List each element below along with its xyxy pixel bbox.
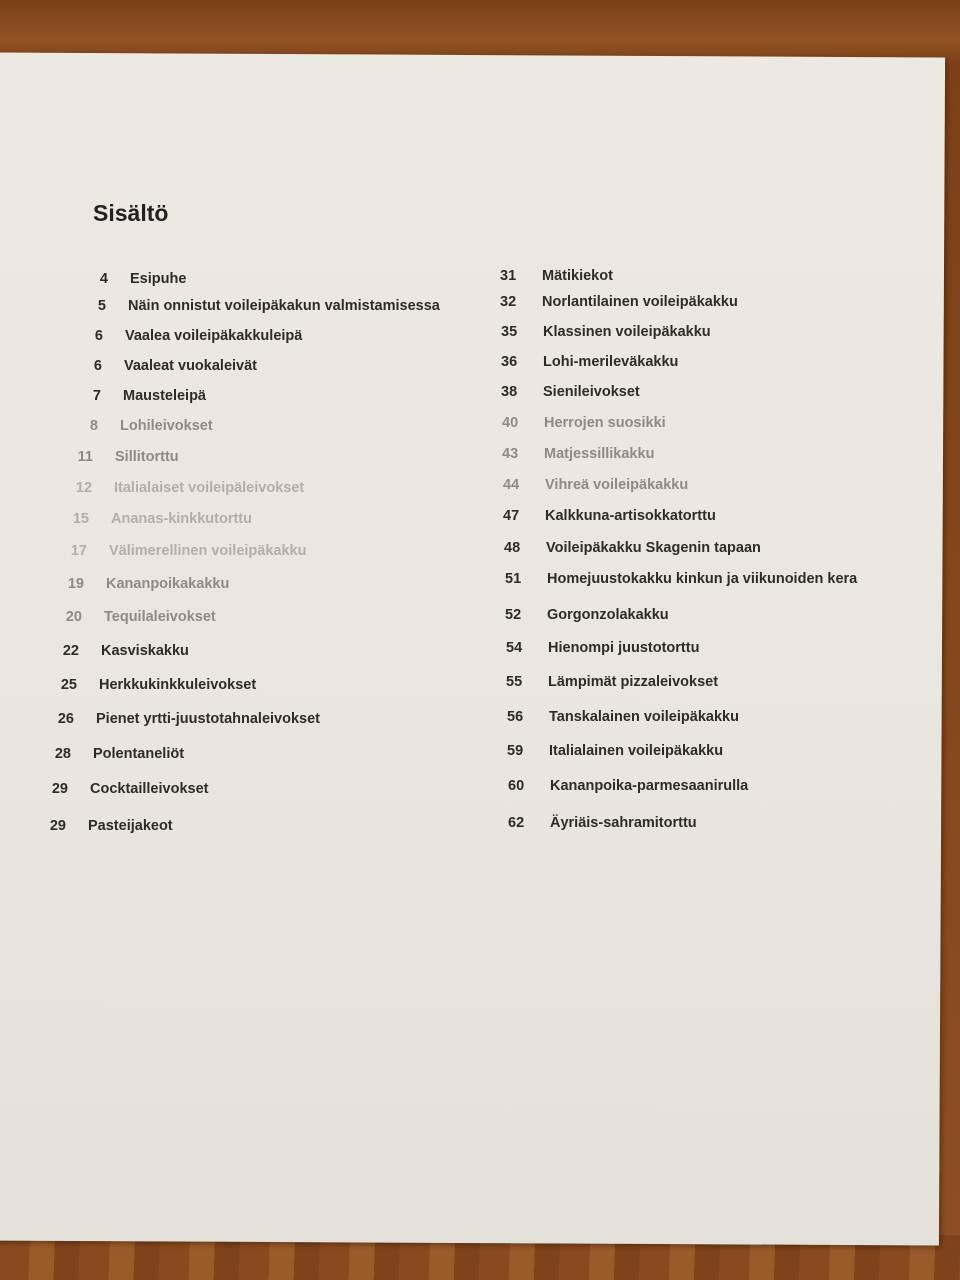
entry-title: Äyriäis-sahramitorttu bbox=[550, 815, 697, 831]
page-number: 60 bbox=[508, 778, 525, 794]
entry-title: Pienet yrtti-juustotahnaleivokset bbox=[96, 711, 320, 727]
page-number: 31 bbox=[500, 268, 517, 284]
page-number: 5 bbox=[97, 298, 106, 314]
page-number: 22 bbox=[62, 643, 79, 659]
toc-entry bbox=[507, 742, 723, 760]
entry-title: Lämpimät pizzaleivokset bbox=[548, 674, 719, 690]
toc-entry bbox=[506, 673, 718, 691]
entry-title: Homejuustokakku kinkun ja viikunoiden kera bbox=[547, 571, 858, 587]
toc-entry bbox=[63, 448, 179, 466]
page-number: 56 bbox=[507, 709, 524, 725]
toc-entry bbox=[507, 708, 739, 726]
toc-entry bbox=[38, 780, 208, 798]
entry-title: Näin onnistut voileipäkakun valmistamisessa bbox=[128, 298, 440, 314]
page-number: 47 bbox=[503, 508, 520, 524]
toc-entry bbox=[502, 445, 654, 463]
toc-entry bbox=[505, 570, 857, 588]
page-number: 29 bbox=[49, 818, 66, 834]
toc-entry bbox=[501, 383, 640, 401]
toc-entry bbox=[62, 479, 304, 497]
toc-entry bbox=[41, 745, 184, 763]
entry-title: Voileipäkakku Skagenin tapaan bbox=[546, 540, 761, 556]
page-number: 62 bbox=[508, 815, 525, 831]
entry-title: Gorgonzolakakku bbox=[547, 607, 669, 623]
entry-title: Vihreä voileipäkakku bbox=[545, 477, 689, 493]
entry-title: Klassinen voileipäkakku bbox=[543, 324, 711, 340]
entry-title: Matjessillikakku bbox=[544, 446, 655, 462]
toc-entry bbox=[502, 414, 666, 432]
entry-title: Ananas-kinkkutorttu bbox=[111, 511, 252, 527]
page-number: 55 bbox=[506, 674, 523, 690]
page-number: 12 bbox=[75, 480, 92, 496]
toc-entry bbox=[44, 710, 320, 728]
toc-entry bbox=[72, 357, 257, 375]
page-number: 38 bbox=[501, 384, 518, 400]
entry-title: Mausteleipä bbox=[123, 388, 206, 404]
page-number: 59 bbox=[507, 743, 524, 759]
entry-title: Lohi-merileväkakku bbox=[543, 354, 679, 370]
toc-entry bbox=[508, 777, 748, 795]
toc-entry bbox=[500, 293, 738, 311]
toc-entry bbox=[52, 608, 216, 626]
entry-title: Välimerellinen voileipäkakku bbox=[109, 543, 307, 559]
page-number: 8 bbox=[89, 418, 98, 434]
toc-entry bbox=[57, 542, 306, 560]
entry-title: Cocktailleivokset bbox=[90, 781, 209, 797]
toc-entry bbox=[501, 323, 711, 341]
toc-entry bbox=[505, 606, 669, 624]
entry-title: Tequilaleivokset bbox=[104, 609, 216, 625]
entry-title: Norlantilainen voileipäkakku bbox=[542, 294, 738, 310]
page-number: 11 bbox=[77, 449, 93, 465]
page-number: 26 bbox=[57, 711, 74, 727]
page-number: 19 bbox=[67, 576, 84, 592]
toc-entry bbox=[504, 539, 761, 557]
page-number: 44 bbox=[503, 477, 520, 493]
entry-title: Mätikiekot bbox=[542, 268, 613, 284]
entry-title: Herkkukinkkuleivokset bbox=[99, 677, 257, 693]
toc-entry bbox=[500, 267, 613, 285]
page-number: 20 bbox=[65, 609, 82, 625]
entry-title: Kalkkuna-artisokkatorttu bbox=[545, 508, 716, 524]
toc-entry bbox=[78, 270, 186, 288]
toc-entry bbox=[71, 387, 206, 405]
entry-title: Herrojen suosikki bbox=[544, 415, 666, 431]
page-number: 35 bbox=[501, 324, 518, 340]
toc-entry bbox=[68, 417, 213, 435]
page-number: 15 bbox=[72, 511, 89, 527]
entry-title: Polentaneliöt bbox=[93, 746, 185, 762]
entry-title: Sillitorttu bbox=[115, 449, 179, 465]
entry-title: Sienileivokset bbox=[543, 384, 640, 400]
entry-title: Vaaleat vuokaleivät bbox=[124, 358, 257, 374]
page-number: 6 bbox=[93, 358, 102, 374]
toc-entry bbox=[501, 353, 678, 371]
page-number: 4 bbox=[99, 271, 108, 287]
entry-title: Lohileivokset bbox=[120, 418, 213, 434]
entry-title: Kananpoikakakku bbox=[106, 576, 230, 592]
toc-entry bbox=[506, 639, 699, 657]
entry-title: Italialainen voileipäkakku bbox=[549, 743, 724, 759]
toc-entry bbox=[503, 476, 688, 494]
toc-entry bbox=[49, 642, 189, 660]
page-number: 29 bbox=[51, 781, 68, 797]
page-number: 32 bbox=[500, 294, 517, 310]
entry-title: Vaalea voileipäkakkuleipä bbox=[125, 328, 303, 344]
page-number: 54 bbox=[506, 640, 523, 656]
page-number: 43 bbox=[502, 446, 519, 462]
toc-entry bbox=[503, 507, 716, 525]
entry-title: Hienompi juustotorttu bbox=[548, 640, 700, 656]
page-number: 36 bbox=[501, 354, 518, 370]
page-number: 52 bbox=[505, 607, 522, 623]
entry-title: Tanskalainen voileipäkakku bbox=[549, 709, 739, 725]
entry-title: Esipuhe bbox=[130, 271, 187, 287]
entry-title: Pasteijakeot bbox=[88, 818, 173, 834]
page-number: 17 bbox=[70, 543, 87, 559]
toc-entry bbox=[54, 575, 229, 593]
page-number: 25 bbox=[60, 677, 77, 693]
page-number: 48 bbox=[504, 540, 521, 556]
page-number: 28 bbox=[54, 746, 71, 762]
entry-title: Kananpoika-parmesaanirulla bbox=[550, 778, 749, 794]
page-number: 40 bbox=[502, 415, 519, 431]
toc-entry bbox=[36, 817, 173, 835]
toc-entry bbox=[76, 297, 440, 315]
toc-entry bbox=[47, 676, 256, 694]
page-number: 6 bbox=[94, 328, 103, 344]
page-number: 7 bbox=[92, 388, 101, 404]
entry-title: Italialaiset voileipäleivokset bbox=[114, 480, 305, 496]
toc-entry bbox=[508, 814, 697, 832]
page-title: Sisältö bbox=[93, 200, 169, 226]
page-number: 51 bbox=[505, 571, 522, 587]
toc-entry bbox=[73, 327, 302, 345]
entry-title: Kasviskakku bbox=[101, 643, 189, 659]
toc-entry bbox=[59, 510, 252, 528]
